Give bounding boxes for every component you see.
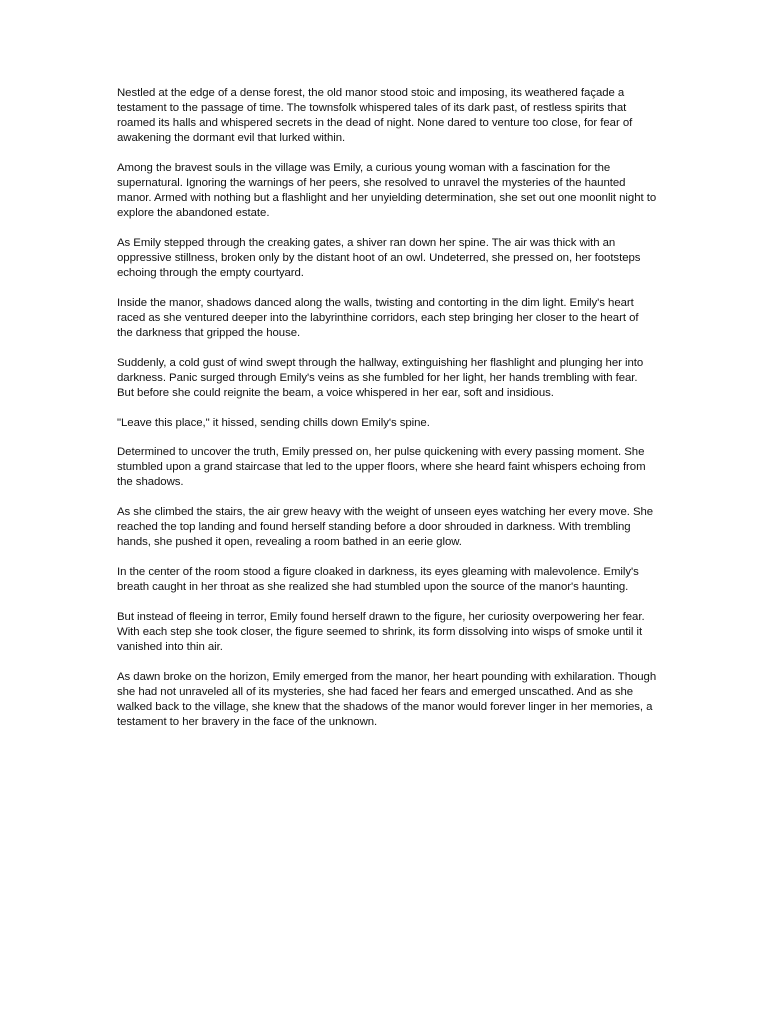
paragraph-8: As she climbed the stairs, the air grew heavy with the weight of unseen eyes watching her every move. She reached the top landing and found herself standing before a door shrouded in darkness. With trembling hands, she pushed it open, revealing a room bathed in an eerie glow.	[117, 506, 654, 549]
paragraph-3: As Emily stepped through the creaking gates, a shiver ran down her spine. The air was thick with an oppressive stillness, broken only by the distant hoot of an owl. Undeterred, she pressed on, her footsteps echoing through the empty courtyard.	[117, 236, 641, 280]
paragraph-5: Suddenly, a cold gust of wind swept through the hallway, extinguishing her flashlight and plunging her into darkness. Panic surged through Emily's veins as she fumbled for her light, her hands trembling with fear. But before she could reignite the beam, a voice whispered in her ear, soft and insidious.	[117, 356, 644, 399]
paragraph-6: "Leave this place," it hissed, sending chills down Emily's spine.	[117, 416, 430, 429]
paragraph-4: Inside the manor, shadows danced along the walls, twisting and contorting in the dim light. Emily's heart raced as she ventured deeper into the labyrinthine corridors, each step bringing her closer to the heart of the darkness that gripped the house.	[117, 296, 639, 339]
paragraph-7: Determined to uncover the truth, Emily pressed on, her pulse quickening with every passing moment. She stumbled upon a grand staircase that led to the upper floors, where she heard faint whispers echoing from the shadows.	[117, 446, 646, 489]
paragraph-9: In the center of the room stood a figure cloaked in darkness, its eyes gleaming with malevolence. Emily's breath caught in her throat as she realized she had stumbled upon the source of the manor's haunting.	[117, 566, 639, 594]
paragraph-2: Among the bravest souls in the village was Emily, a curious young woman with a fascination for the supernatural. Ignoring the warnings of her peers, she resolved to unravel the mysteries of the haunted manor. Armed with nothing but a flashlight and her unyielding determination, she set out one moonlit night to explore the abandoned estate.	[117, 161, 657, 220]
paragraph-10: But instead of fleeing in terror, Emily found herself drawn to the figure, her curiosity overpowering her fear. With each step she took closer, the figure seemed to shrink, its form dissolving into wisps of smoke until it vanished into thin air.	[117, 610, 645, 653]
paragraph-11: As dawn broke on the horizon, Emily emerged from the manor, her heart pounding with exhilaration. Though she had not unraveled all of its mysteries, she had faced her fears and emerged unscathed. And as she walked back to the village, she knew that the shadows of the manor would forever linger in her memories, a testament to her bravery in the face of the unknown.	[117, 670, 657, 728]
document-body	[117, 86, 657, 745]
paragraph-1: Nestled at the edge of a dense forest, the old manor stood stoic and imposing, its weathered façade a testament to the passage of time. The townsfolk whispered tales of its dark past, of restless spirits that roamed its halls and whispered secrets in the dead of night. None dared to venture too close, for fear of awakening the dormant evil that lurked within.	[117, 87, 633, 145]
